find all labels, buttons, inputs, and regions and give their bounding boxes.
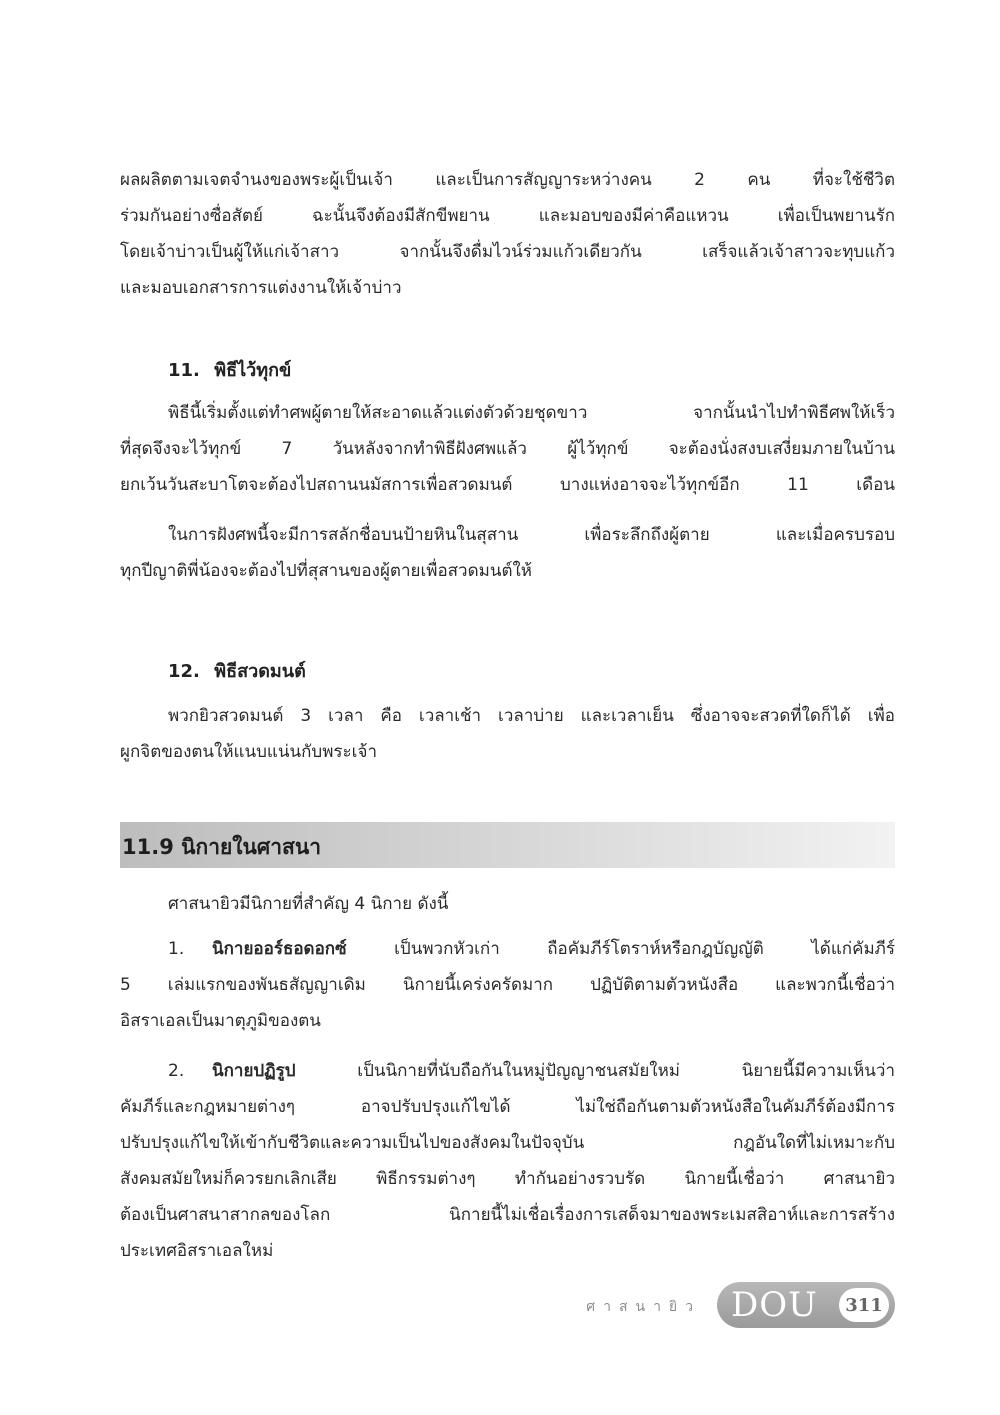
item-text: เป็นนิกายที่นับถือกันในหมู่ปัญญาชนสมัยใหม่ นิยายนี้มีความเห็นว่า [295, 1061, 895, 1081]
paragraph-line: ร่วมกันอย่างซื่อสัตย์ ฉะนั้นจึงต้องมีสักขีพยาน และมอบของมีค่าคือแหวน เพื่อเป็นพยานรัก [120, 206, 895, 226]
sect-item-reform [120, 1053, 895, 1269]
heading-number: 11. [168, 360, 200, 381]
intro-paragraph [120, 162, 895, 306]
paragraph-line: ศาสนายิวมีนิกายที่สำคัญ 4 นิกาย ดังนี้ [168, 894, 449, 914]
sect-name: นิกายปฏิรูป [212, 1061, 296, 1081]
page-footer [586, 1282, 895, 1328]
paragraph-line: และมอบเอกสารการแต่งงานให้เจ้าบ่าว [120, 278, 402, 298]
paragraph-line: ยกเว้นวันสะบาโตจะต้องไปสถานนมัสการเพื่อสวดมนต์ บางแห่งอาจจะไว้ทุกข์อีก 11 เดือน [120, 475, 895, 495]
prayer-paragraph [120, 698, 895, 770]
sect-name: นิกายออร์ธอดอกซ์ [212, 939, 347, 959]
paragraph-line: ปรับปรุงแก้ไขให้เข้ากับชีวิตและความเป็นไปของสังคมในปัจจุบัน กฎอันใดที่ไม่เหมาะกับ [120, 1133, 895, 1153]
paragraph-line: พวกยิวสวดมนต์ 3 เวลา คือ เวลาเช้า เวลาบ่าย และเวลาเย็น ซึ่งอาจจะสวดที่ใดก็ได้ เพื่อ [168, 706, 895, 726]
paragraph-line: ผลผลิตตามเจตจำนงของพระผู้เป็นเจ้า และเป็นการสัญญาระหว่างคน 2 คน ที่จะใช้ชีวิต [120, 170, 895, 190]
paragraph-line: ต้องเป็นศาสนาสากลของโลก นิกายนี้ไม่เชื่อเรื่องการเสด็จมาของพระเมสสิอาห์และการสร้าง [120, 1205, 895, 1225]
paragraph-line: โดยเจ้าบ่าวเป็นผู้ให้แก่เจ้าสาว จากนั้นจึงดื่มไวน์ร่วมแก้วเดียวกัน เสร็จแล้วเจ้าสาวจะทุบแก้ว [120, 242, 895, 262]
heading-title: พิธีสวดมนต์ [214, 661, 306, 682]
item-number: 2. [168, 1061, 185, 1081]
heading-prayer-ceremony [168, 656, 306, 685]
book-title: ศาสนายิว [586, 1299, 701, 1315]
paragraph-line: ในการฝังศพนี้จะมีการสลักชื่อบนป้ายหินในสุสาน เพื่อระลึกถึงผู้ตาย และเมื่อครบรอบ [168, 525, 895, 545]
paragraph-line: ทุกปีญาติพี่น้องจะต้องไปที่สุสานของผู้ตายเพื่อสวดมนต์ให้ [120, 561, 533, 581]
paragraph-line: ประเทศอิสราเอลใหม่ [120, 1241, 274, 1261]
sect-item-orthodox [120, 931, 895, 1039]
paragraph-line: พิธีนี้เริ่มตั้งแต่ทำศพผู้ตายให้สะอาดแล้วแต่งตัวด้วยชุดขาว จากนั้นนำไปทำพิธีศพให้เร็ว [168, 403, 895, 423]
section-title: 11.9 นิกายในศาสนา [122, 835, 321, 859]
mourning-paragraph-2 [120, 517, 895, 589]
dou-badge [717, 1282, 895, 1328]
paragraph-line [120, 931, 895, 967]
page-number: 311 [839, 1288, 889, 1322]
section-title-bar [120, 822, 895, 868]
paragraph-line: ที่สุดจึงจะไว้ทุกข์ 7 วันหลังจากทำพิธีฝังศพแล้ว ผู้ไว้ทุกข์ จะต้องนั่งสงบเสงี่ยมภายในบ้าน [120, 439, 895, 459]
heading-mourning-ceremony [168, 355, 291, 384]
paragraph-line: คัมภีร์และกฎหมายต่างๆ อาจปรับปรุงแก้ไขได้ ไม่ใช่ถือกันตามตัวหนังสือในคัมภีร์ต้องมีการ [120, 1097, 895, 1117]
heading-number: 12. [168, 661, 200, 682]
sects-intro [120, 886, 895, 922]
dou-logo-text: DOU [731, 1285, 818, 1325]
paragraph-line: อิสราเอลเป็นมาตุภูมิของตน [120, 1011, 321, 1031]
paragraph-line: สังคมสมัยใหม่ก็ควรยกเลิกเสีย พิธีกรรมต่างๆ ทำกันอย่างรวบรัด นิกายนี้เชื่อว่า ศาสนายิว [120, 1169, 895, 1189]
paragraph-line: 5 เล่มแรกของพันธสัญญาเดิม นิกายนี้เคร่งครัดมาก ปฏิบัติตามตัวหนังสือ และพวกนี้เชื่อว่า [120, 975, 895, 995]
paragraph-line [120, 1053, 895, 1089]
item-text: เป็นพวกหัวเก่า ถือคัมภีร์โตราห์หรือกฎบัญญัติ ได้แก่คัมภีร์ [346, 939, 895, 959]
item-number: 1. [168, 939, 185, 959]
mourning-paragraph-1 [120, 395, 895, 503]
heading-title: พิธีไว้ทุกข์ [214, 360, 292, 381]
paragraph-line: ผูกจิตของตนให้แนบแน่นกับพระเจ้า [120, 742, 377, 762]
